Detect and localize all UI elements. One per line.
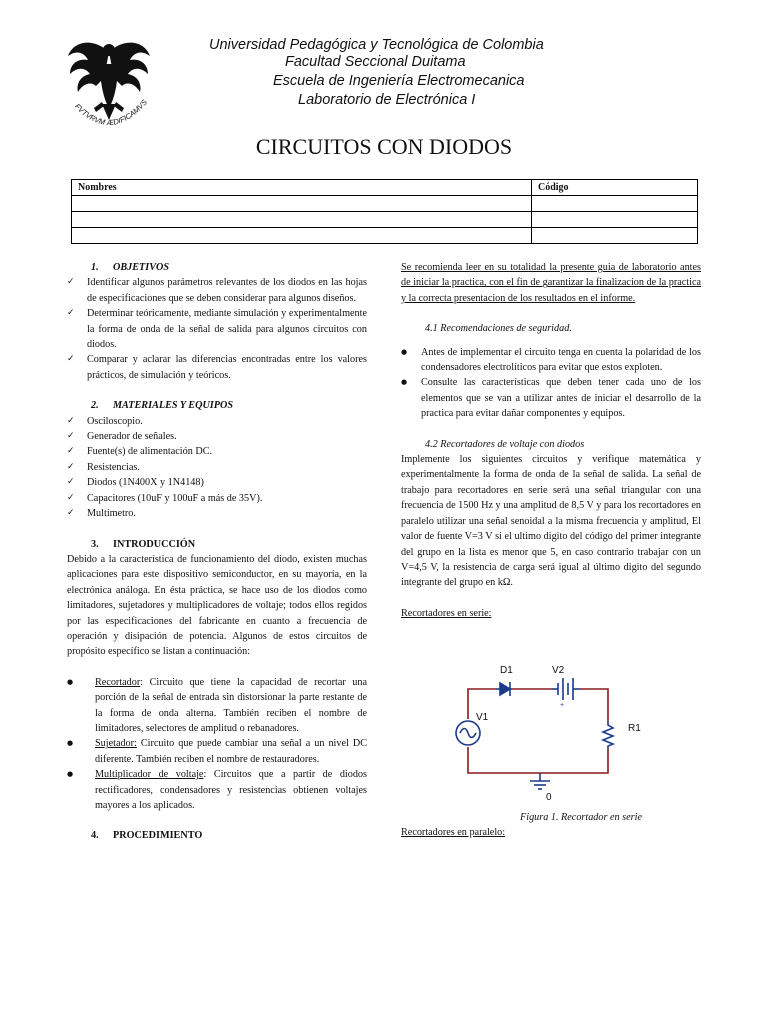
list-item: ✓ Determinar teóricamente, mediante simulación y experimentalmente la forma de onda de la señal de salida para algunos circuitos con diodos. — [67, 306, 367, 352]
battery-label: V2 — [552, 665, 565, 676]
recortadores-heading: 4.2 Recortadores de voltaje con diodos — [425, 438, 585, 450]
materiales-list — [67, 414, 367, 522]
term-description: Circuito que puede cambiar una señal a un nivel DC diferente. También reciben el nombre de restauradores. — [95, 738, 367, 765]
objetivos-list — [67, 275, 367, 383]
name-cell[interactable] — [72, 196, 532, 212]
seguridad-heading: 4.1 Recomendaciones de seguridad. — [425, 323, 572, 335]
term-description: : Circuitos que a partir de diodos rectificadores, condensadores y resistencias obtienen voltajes mayores a los aplicados. — [95, 769, 367, 811]
section-procedimiento-heading — [67, 828, 367, 843]
list-item: ✓ Identificar algunos parámetros relevantes de los diodos en las hojas de especificaciones que se deben considerar para algunos diseños. — [67, 275, 367, 306]
list-item: ✓ Generador de señales. — [67, 429, 367, 444]
resistor-symbol — [603, 721, 613, 749]
list-item: ✓ Comparar y aclarar las diferencias encontradas entre los valores prácticos, de simulación y teóricos. — [67, 352, 367, 383]
list-item: ✓ Osciloscopio. — [67, 414, 367, 429]
list-item — [67, 767, 367, 813]
code-cell[interactable] — [532, 212, 698, 228]
figure-caption-block — [401, 810, 701, 841]
seguridad-list — [401, 345, 701, 422]
section-title: INTRODUCCIÓN — [113, 538, 196, 550]
ac-source-label: V1 — [476, 712, 489, 723]
list-item: ● Consulte las características que deben tener cada uno de los elementos que se van a utilizar antes de iniciar el desarrollo de la practica para evitar dañar componentes y equipos. — [401, 375, 701, 421]
right-column — [401, 260, 701, 621]
table-row — [72, 228, 698, 244]
list-item: ✓ Resistencias. — [67, 460, 367, 475]
paralelo-label: Recortadores en paralelo: — [401, 827, 506, 839]
section-title: MATERIALES Y EQUIPOS — [113, 400, 234, 412]
ground-label: 0 — [546, 792, 552, 803]
section-number: 1. — [91, 262, 99, 273]
serie-label: Recortadores en serie: — [401, 607, 492, 619]
logo-motto: FVTVRVM ÆDIFICAMVS — [73, 97, 149, 128]
figure-caption: Figura 1. Recortador en serie — [520, 812, 642, 823]
table-header-row — [72, 180, 698, 196]
names-table — [71, 179, 698, 244]
term-description: : Circuito que tiene la capacidad de recortar una porción de la señal de entrada sin distorsionar la parte restante de la forma de onda alterna. También reciben el nombre de limitadores, selectores de amplitud o rebanadores. — [95, 676, 367, 734]
list-item: ● Antes de implementar el circuito tenga en cuenta la polaridad de los condensadores electrolíticos para evitar que estos exploten. — [401, 345, 701, 376]
series-clipper-circuit — [440, 655, 660, 805]
list-item: ✓ Fuente(s) de alimentación DC. — [67, 444, 367, 459]
list-item: ✓ Capacitores (10uF y 100uF a más de 35V). — [67, 491, 367, 506]
section-number: 4. — [91, 830, 99, 842]
document-title: CIRCUITOS CON DIODOS — [255, 134, 513, 159]
ground-symbol — [530, 773, 550, 789]
university-logo — [64, 34, 154, 140]
ac-source-symbol — [456, 721, 480, 745]
code-cell[interactable] — [532, 196, 698, 212]
section-title: OBJETIVOS — [113, 262, 170, 273]
wire-bottom — [468, 747, 608, 773]
recortadores-paragraph: Implemente los siguientes circuitos y verifique matemática y experimentalmente la forma de onda de la señal de salida. La señal de trabajo para recortadores en serie será una señal triangular con una frecuencia de 1500 Hz y una amplitud de 8,5 V y para los recortadores en paralelo utilizar una señal senoidal a la misma frecuencia y amplitud, El valor de fuente V=3 V si el ultimo digito del código del primer integrante del grupo en la lista es menor que 5, en caso contrario trabajar con un V=4,5 V, la resistencia de carga será igual al último digito del segundo integrante del grupo en kΩ. — [401, 454, 701, 589]
section-number: 2. — [91, 400, 99, 412]
list-item — [67, 736, 367, 767]
university-name: Universidad Pedagógica y Tecnológica de Colombia — [209, 37, 544, 53]
term: Recortador — [95, 676, 141, 688]
name-cell[interactable] — [72, 228, 532, 244]
left-column — [67, 260, 367, 844]
faculty-name: Facultad Seccional Duitama — [285, 54, 466, 70]
circuit-types-list — [67, 675, 367, 814]
battery-symbol — [552, 678, 580, 700]
wire-top-right — [580, 689, 608, 721]
battery-polarity-mark: + — [560, 702, 565, 709]
code-cell[interactable] — [532, 228, 698, 244]
eagle-icon — [64, 34, 154, 140]
diode-label: D1 — [500, 665, 513, 676]
list-item — [67, 675, 367, 737]
header-nombres: Nombres — [72, 180, 532, 196]
term: Sujetador: — [95, 738, 137, 750]
section-title: PROCEDIMIENTO — [113, 830, 203, 842]
name-cell[interactable] — [72, 212, 532, 228]
diode-symbol — [496, 682, 512, 696]
section-objetivos-heading — [67, 260, 367, 275]
recommendation-paragraph: Se recomienda leer en su totalidad la presente guia de laboratorio antes de iniciar la practica, con el fin de garantizar la finalizacion de la practica y la correcta presentacion de los resultados en el informe. — [401, 262, 701, 304]
section-number: 3. — [91, 538, 99, 550]
resistor-label: R1 — [628, 723, 641, 734]
section-materiales-heading — [67, 398, 367, 413]
list-item: ✓ Diodos (1N400X y 1N4148) — [67, 475, 367, 490]
school-name: Escuela de Ingeniería Electromecanica — [273, 73, 525, 89]
header-codigo: Código — [532, 180, 698, 196]
term: Multiplicador de voltaje — [95, 769, 204, 781]
intro-paragraph: Debido a la característica de funcionamiento del diodo, existen muchas aplicaciones para este dispositivo semiconductor, en su mayoría, en la electrónica análoga. En ésta práctica, se hace uso de los diodos como limitadores, sujetadores y multiplicadores de voltaje; todos ellos regidos por las especificaciones del fabricante en cuanto a frecuencia de operación y disipación de potencia. Algunos de estos circuitos de propósito específico se listan a continuación: — [67, 553, 367, 658]
section-introduccion-heading — [67, 537, 367, 552]
list-item: ✓ Multímetro. — [67, 506, 367, 521]
table-row — [72, 196, 698, 212]
lab-name: Laboratorio de Electrónica I — [298, 92, 476, 108]
table-row — [72, 212, 698, 228]
